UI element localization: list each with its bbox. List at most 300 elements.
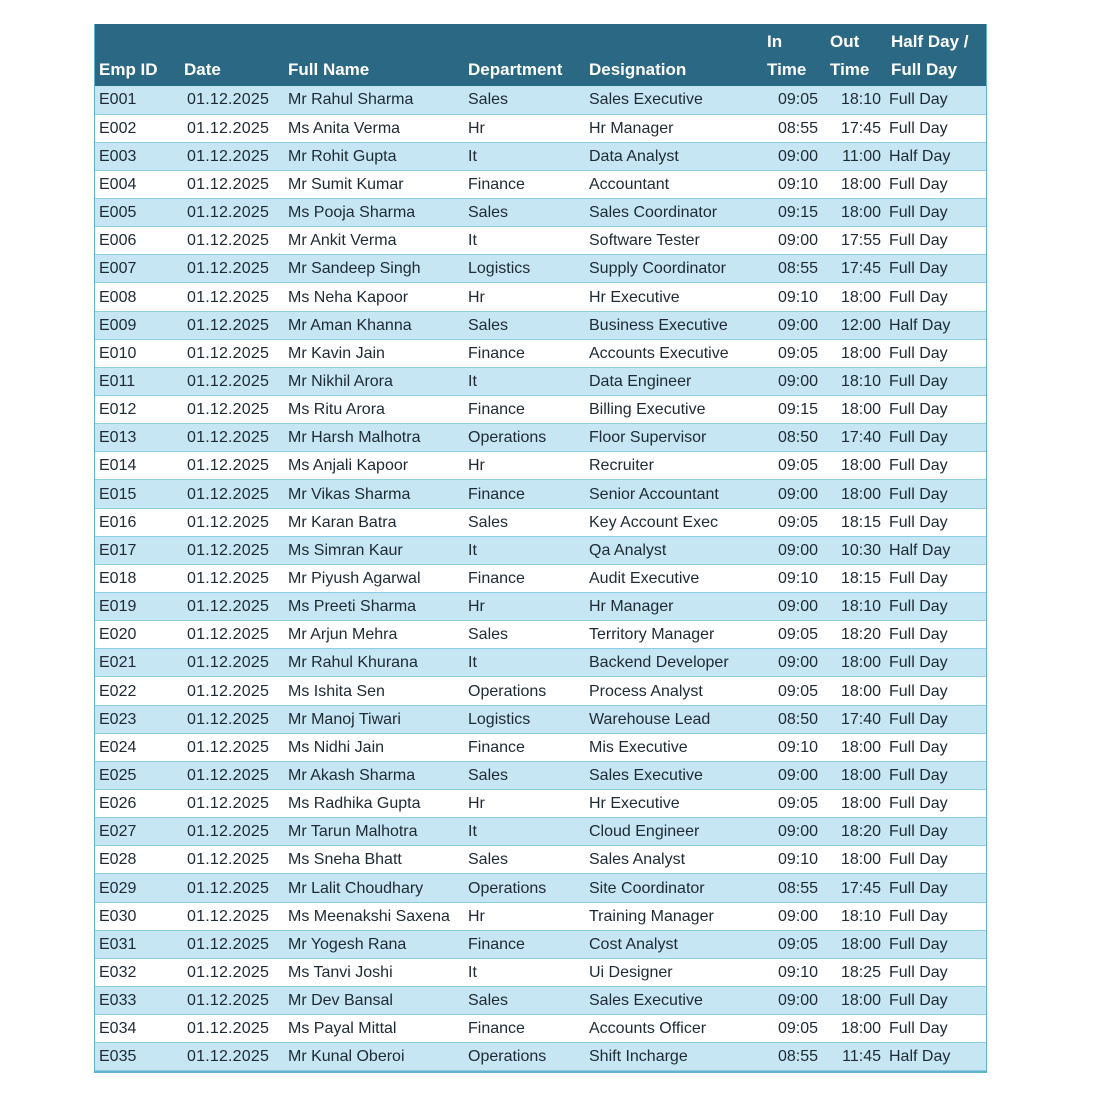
- cell-half-full-day[interactable]: Full Day: [887, 424, 986, 452]
- cell-half-full-day[interactable]: Full Day: [887, 396, 986, 424]
- cell-designation[interactable]: Sales Executive: [585, 86, 761, 114]
- cell-designation[interactable]: Training Manager: [585, 902, 761, 930]
- cell-out-time[interactable]: 11:00: [824, 142, 887, 170]
- cell-in-time[interactable]: 09:00: [761, 593, 824, 621]
- cell-in-time[interactable]: 09:05: [761, 930, 824, 958]
- cell-in-time[interactable]: 09:05: [761, 339, 824, 367]
- cell-full-name[interactable]: Ms Nidhi Jain: [284, 733, 464, 761]
- header-full-name[interactable]: Full Name: [288, 60, 370, 79]
- cell-department[interactable]: Sales: [464, 846, 585, 874]
- cell-department[interactable]: Finance: [464, 339, 585, 367]
- cell-out-time[interactable]: 18:00: [824, 677, 887, 705]
- cell-in-time[interactable]: 09:10: [761, 733, 824, 761]
- cell-date[interactable]: 01.12.2025: [180, 621, 284, 649]
- cell-emp-id[interactable]: E008: [95, 283, 180, 311]
- cell-full-name[interactable]: Mr Piyush Agarwal: [284, 564, 464, 592]
- cell-out-time[interactable]: 18:15: [824, 564, 887, 592]
- cell-half-full-day[interactable]: Full Day: [887, 564, 986, 592]
- cell-out-time[interactable]: 18:20: [824, 818, 887, 846]
- cell-full-name[interactable]: Mr Karan Batra: [284, 508, 464, 536]
- cell-in-time[interactable]: 09:00: [761, 761, 824, 789]
- cell-in-time[interactable]: 09:00: [761, 818, 824, 846]
- cell-out-time[interactable]: 18:25: [824, 958, 887, 986]
- cell-emp-id[interactable]: E026: [95, 790, 180, 818]
- cell-department[interactable]: Logistics: [464, 255, 585, 283]
- cell-emp-id[interactable]: E012: [95, 396, 180, 424]
- cell-half-full-day[interactable]: Full Day: [887, 818, 986, 846]
- cell-designation[interactable]: Qa Analyst: [585, 536, 761, 564]
- cell-in-time[interactable]: 09:10: [761, 958, 824, 986]
- cell-department[interactable]: Sales: [464, 86, 585, 114]
- cell-half-full-day[interactable]: Full Day: [887, 761, 986, 789]
- cell-in-time[interactable]: 09:00: [761, 987, 824, 1015]
- cell-department[interactable]: Sales: [464, 199, 585, 227]
- cell-in-time[interactable]: 08:50: [761, 424, 824, 452]
- cell-full-name[interactable]: Mr Sumit Kumar: [284, 170, 464, 198]
- cell-designation[interactable]: Accounts Executive: [585, 339, 761, 367]
- cell-out-time[interactable]: 18:00: [824, 790, 887, 818]
- cell-in-time[interactable]: 09:00: [761, 311, 824, 339]
- cell-emp-id[interactable]: E014: [95, 452, 180, 480]
- cell-date[interactable]: 01.12.2025: [180, 227, 284, 255]
- cell-designation[interactable]: Cloud Engineer: [585, 818, 761, 846]
- cell-in-time[interactable]: 09:00: [761, 902, 824, 930]
- cell-department[interactable]: Sales: [464, 987, 585, 1015]
- cell-out-time[interactable]: 17:55: [824, 227, 887, 255]
- cell-designation[interactable]: Process Analyst: [585, 677, 761, 705]
- cell-designation[interactable]: Accounts Officer: [585, 1015, 761, 1043]
- cell-date[interactable]: 01.12.2025: [180, 536, 284, 564]
- cell-full-name[interactable]: Mr Aman Khanna: [284, 311, 464, 339]
- cell-in-time[interactable]: 09:05: [761, 677, 824, 705]
- cell-emp-id[interactable]: E028: [95, 846, 180, 874]
- cell-out-time[interactable]: 18:00: [824, 199, 887, 227]
- cell-out-time[interactable]: 18:10: [824, 593, 887, 621]
- cell-date[interactable]: 01.12.2025: [180, 818, 284, 846]
- cell-emp-id[interactable]: E023: [95, 705, 180, 733]
- cell-designation[interactable]: Sales Coordinator: [585, 199, 761, 227]
- cell-full-name[interactable]: Mr Ankit Verma: [284, 227, 464, 255]
- cell-half-full-day[interactable]: Full Day: [887, 649, 986, 677]
- cell-half-full-day[interactable]: Full Day: [887, 227, 986, 255]
- cell-out-time[interactable]: 18:00: [824, 283, 887, 311]
- cell-out-time[interactable]: 18:00: [824, 733, 887, 761]
- cell-in-time[interactable]: 09:15: [761, 396, 824, 424]
- cell-date[interactable]: 01.12.2025: [180, 930, 284, 958]
- cell-full-name[interactable]: Mr Akash Sharma: [284, 761, 464, 789]
- cell-date[interactable]: 01.12.2025: [180, 1015, 284, 1043]
- cell-designation[interactable]: Accountant: [585, 170, 761, 198]
- cell-date[interactable]: 01.12.2025: [180, 508, 284, 536]
- cell-date[interactable]: 01.12.2025: [180, 987, 284, 1015]
- cell-half-full-day[interactable]: Full Day: [887, 930, 986, 958]
- cell-in-time[interactable]: 09:05: [761, 452, 824, 480]
- cell-half-full-day[interactable]: Full Day: [887, 339, 986, 367]
- cell-emp-id[interactable]: E005: [95, 199, 180, 227]
- cell-emp-id[interactable]: E029: [95, 874, 180, 902]
- cell-in-time[interactable]: 08:55: [761, 1043, 824, 1071]
- cell-half-full-day[interactable]: Full Day: [887, 846, 986, 874]
- cell-date[interactable]: 01.12.2025: [180, 367, 284, 395]
- cell-full-name[interactable]: Mr Rahul Sharma: [284, 86, 464, 114]
- cell-date[interactable]: 01.12.2025: [180, 114, 284, 142]
- cell-half-full-day[interactable]: Full Day: [887, 255, 986, 283]
- cell-designation[interactable]: Data Analyst: [585, 142, 761, 170]
- cell-half-full-day[interactable]: Full Day: [887, 170, 986, 198]
- cell-in-time[interactable]: 09:05: [761, 508, 824, 536]
- table-row: [95, 367, 986, 395]
- cell-out-time[interactable]: 18:10: [824, 902, 887, 930]
- cell-in-time[interactable]: 09:05: [761, 790, 824, 818]
- cell-emp-id[interactable]: E016: [95, 508, 180, 536]
- attendance-table: [95, 24, 986, 1071]
- cell-full-name[interactable]: Mr Kavin Jain: [284, 339, 464, 367]
- cell-half-full-day[interactable]: Full Day: [887, 452, 986, 480]
- cell-half-full-day[interactable]: Full Day: [887, 790, 986, 818]
- cell-out-time[interactable]: 18:00: [824, 846, 887, 874]
- cell-date[interactable]: 01.12.2025: [180, 339, 284, 367]
- cell-full-name[interactable]: Ms Ritu Arora: [284, 396, 464, 424]
- cell-date[interactable]: 01.12.2025: [180, 705, 284, 733]
- header-half-full-day[interactable]: Half Day / Full Day: [891, 32, 969, 79]
- cell-designation[interactable]: Recruiter: [585, 452, 761, 480]
- cell-designation[interactable]: Audit Executive: [585, 564, 761, 592]
- cell-half-full-day[interactable]: Full Day: [887, 1015, 986, 1043]
- header-designation[interactable]: Designation: [589, 60, 687, 79]
- cell-department[interactable]: Finance: [464, 564, 585, 592]
- cell-half-full-day[interactable]: Full Day: [887, 987, 986, 1015]
- cell-half-full-day[interactable]: Full Day: [887, 733, 986, 761]
- cell-date[interactable]: 01.12.2025: [180, 396, 284, 424]
- cell-full-name[interactable]: Mr Kunal Oberoi: [284, 1043, 464, 1071]
- cell-full-name[interactable]: Ms Sneha Bhatt: [284, 846, 464, 874]
- cell-department[interactable]: Finance: [464, 930, 585, 958]
- cell-department[interactable]: Hr: [464, 790, 585, 818]
- cell-emp-id[interactable]: E010: [95, 339, 180, 367]
- cell-half-full-day[interactable]: Full Day: [887, 283, 986, 311]
- cell-emp-id[interactable]: E024: [95, 733, 180, 761]
- cell-in-time[interactable]: 09:10: [761, 283, 824, 311]
- cell-designation[interactable]: Sales Executive: [585, 987, 761, 1015]
- cell-emp-id[interactable]: E021: [95, 649, 180, 677]
- cell-in-time[interactable]: 09:00: [761, 536, 824, 564]
- cell-designation[interactable]: Shift Incharge: [585, 1043, 761, 1071]
- cell-designation[interactable]: Senior Accountant: [585, 480, 761, 508]
- cell-half-full-day[interactable]: Half Day: [887, 536, 986, 564]
- cell-date[interactable]: 01.12.2025: [180, 874, 284, 902]
- cell-out-time[interactable]: 17:40: [824, 705, 887, 733]
- cell-designation[interactable]: Hr Executive: [585, 283, 761, 311]
- cell-designation[interactable]: Warehouse Lead: [585, 705, 761, 733]
- cell-department[interactable]: Finance: [464, 1015, 585, 1043]
- header-out-time[interactable]: Out Time: [830, 32, 870, 79]
- cell-department[interactable]: Sales: [464, 311, 585, 339]
- cell-full-name[interactable]: Mr Manoj Tiwari: [284, 705, 464, 733]
- cell-emp-id[interactable]: E006: [95, 227, 180, 255]
- cell-emp-id[interactable]: E030: [95, 902, 180, 930]
- cell-half-full-day[interactable]: Full Day: [887, 367, 986, 395]
- cell-designation[interactable]: Data Engineer: [585, 367, 761, 395]
- header-in-time[interactable]: In Time: [767, 32, 807, 79]
- cell-out-time[interactable]: 18:00: [824, 649, 887, 677]
- cell-department[interactable]: It: [464, 142, 585, 170]
- cell-out-time[interactable]: 18:00: [824, 339, 887, 367]
- cell-out-time[interactable]: 18:00: [824, 761, 887, 789]
- cell-department[interactable]: It: [464, 649, 585, 677]
- cell-emp-id[interactable]: E031: [95, 930, 180, 958]
- cell-emp-id[interactable]: E015: [95, 480, 180, 508]
- cell-department[interactable]: Finance: [464, 170, 585, 198]
- cell-half-full-day[interactable]: Full Day: [887, 593, 986, 621]
- cell-emp-id[interactable]: E033: [95, 987, 180, 1015]
- cell-department[interactable]: It: [464, 818, 585, 846]
- table-row: [95, 902, 986, 930]
- cell-half-full-day[interactable]: Full Day: [887, 902, 986, 930]
- cell-department[interactable]: Sales: [464, 761, 585, 789]
- cell-full-name[interactable]: Ms Simran Kaur: [284, 536, 464, 564]
- cell-out-time[interactable]: 12:00: [824, 311, 887, 339]
- cell-out-time[interactable]: 18:00: [824, 1015, 887, 1043]
- cell-full-name[interactable]: Ms Meenakshi Saxena: [284, 902, 464, 930]
- cell-department[interactable]: Finance: [464, 480, 585, 508]
- cell-half-full-day[interactable]: Full Day: [887, 508, 986, 536]
- cell-department[interactable]: It: [464, 227, 585, 255]
- cell-in-time[interactable]: 09:10: [761, 564, 824, 592]
- cell-date[interactable]: 01.12.2025: [180, 649, 284, 677]
- cell-in-time[interactable]: 09:00: [761, 142, 824, 170]
- table-row: [95, 1015, 986, 1043]
- cell-full-name[interactable]: Mr Nikhil Arora: [284, 367, 464, 395]
- cell-date[interactable]: 01.12.2025: [180, 761, 284, 789]
- cell-in-time[interactable]: 08:55: [761, 255, 824, 283]
- cell-designation[interactable]: Supply Coordinator: [585, 255, 761, 283]
- table-row: [95, 396, 986, 424]
- cell-date[interactable]: 01.12.2025: [180, 311, 284, 339]
- cell-in-time[interactable]: 09:05: [761, 621, 824, 649]
- cell-designation[interactable]: Cost Analyst: [585, 930, 761, 958]
- cell-emp-id[interactable]: E025: [95, 761, 180, 789]
- table-row: [95, 846, 986, 874]
- cell-department[interactable]: Finance: [464, 733, 585, 761]
- cell-out-time[interactable]: 18:10: [824, 86, 887, 114]
- cell-full-name[interactable]: Mr Arjun Mehra: [284, 621, 464, 649]
- cell-full-name[interactable]: Ms Tanvi Joshi: [284, 958, 464, 986]
- cell-half-full-day[interactable]: Full Day: [887, 86, 986, 114]
- cell-department[interactable]: Hr: [464, 283, 585, 311]
- header-date[interactable]: Date: [184, 60, 221, 79]
- cell-designation[interactable]: Territory Manager: [585, 621, 761, 649]
- cell-date[interactable]: 01.12.2025: [180, 170, 284, 198]
- cell-date[interactable]: 01.12.2025: [180, 790, 284, 818]
- cell-department[interactable]: Hr: [464, 452, 585, 480]
- header-department[interactable]: Department: [468, 60, 563, 79]
- header-emp-id[interactable]: Emp ID: [99, 60, 158, 79]
- cell-half-full-day[interactable]: Full Day: [887, 958, 986, 986]
- cell-out-time[interactable]: 17:45: [824, 874, 887, 902]
- cell-out-time[interactable]: 10:30: [824, 536, 887, 564]
- table-row: [95, 705, 986, 733]
- cell-emp-id[interactable]: E003: [95, 142, 180, 170]
- cell-department[interactable]: Operations: [464, 424, 585, 452]
- cell-department[interactable]: It: [464, 367, 585, 395]
- cell-full-name[interactable]: Ms Payal Mittal: [284, 1015, 464, 1043]
- cell-emp-id[interactable]: E009: [95, 311, 180, 339]
- cell-out-time[interactable]: 18:10: [824, 367, 887, 395]
- cell-full-name[interactable]: Mr Tarun Malhotra: [284, 818, 464, 846]
- cell-full-name[interactable]: Ms Pooja Sharma: [284, 199, 464, 227]
- cell-department[interactable]: Operations: [464, 677, 585, 705]
- cell-half-full-day[interactable]: Full Day: [887, 621, 986, 649]
- cell-emp-id[interactable]: E017: [95, 536, 180, 564]
- cell-date[interactable]: 01.12.2025: [180, 846, 284, 874]
- cell-half-full-day[interactable]: Full Day: [887, 705, 986, 733]
- cell-emp-id[interactable]: E002: [95, 114, 180, 142]
- cell-department[interactable]: It: [464, 958, 585, 986]
- cell-emp-id[interactable]: E001: [95, 86, 180, 114]
- cell-out-time[interactable]: 18:00: [824, 987, 887, 1015]
- cell-in-time[interactable]: 09:10: [761, 170, 824, 198]
- cell-department[interactable]: It: [464, 536, 585, 564]
- cell-full-name[interactable]: Ms Preeti Sharma: [284, 593, 464, 621]
- cell-full-name[interactable]: Ms Neha Kapoor: [284, 283, 464, 311]
- cell-in-time[interactable]: 09:00: [761, 367, 824, 395]
- cell-full-name[interactable]: Mr Yogesh Rana: [284, 930, 464, 958]
- cell-emp-id[interactable]: E007: [95, 255, 180, 283]
- cell-emp-id[interactable]: E027: [95, 818, 180, 846]
- cell-date[interactable]: 01.12.2025: [180, 593, 284, 621]
- cell-date[interactable]: 01.12.2025: [180, 199, 284, 227]
- cell-full-name[interactable]: Ms Anjali Kapoor: [284, 452, 464, 480]
- cell-date[interactable]: 01.12.2025: [180, 452, 284, 480]
- cell-out-time[interactable]: 18:00: [824, 930, 887, 958]
- cell-date[interactable]: 01.12.2025: [180, 564, 284, 592]
- cell-in-time[interactable]: 09:05: [761, 1015, 824, 1043]
- cell-full-name[interactable]: Ms Radhika Gupta: [284, 790, 464, 818]
- cell-in-time[interactable]: 08:55: [761, 114, 824, 142]
- cell-designation[interactable]: Hr Manager: [585, 593, 761, 621]
- cell-designation[interactable]: Sales Analyst: [585, 846, 761, 874]
- cell-department[interactable]: Hr: [464, 114, 585, 142]
- cell-full-name[interactable]: Mr Lalit Choudhary: [284, 874, 464, 902]
- cell-out-time[interactable]: 17:45: [824, 114, 887, 142]
- cell-out-time[interactable]: 11:45: [824, 1043, 887, 1071]
- table-row: [95, 452, 986, 480]
- cell-designation[interactable]: Hr Manager: [585, 114, 761, 142]
- cell-in-time[interactable]: 09:00: [761, 227, 824, 255]
- cell-department[interactable]: Logistics: [464, 705, 585, 733]
- cell-designation[interactable]: Hr Executive: [585, 790, 761, 818]
- cell-half-full-day[interactable]: Half Day: [887, 142, 986, 170]
- cell-date[interactable]: 01.12.2025: [180, 677, 284, 705]
- cell-emp-id[interactable]: E018: [95, 564, 180, 592]
- cell-date[interactable]: 01.12.2025: [180, 424, 284, 452]
- cell-in-time[interactable]: 08:55: [761, 874, 824, 902]
- cell-date[interactable]: 01.12.2025: [180, 958, 284, 986]
- cell-department[interactable]: Hr: [464, 902, 585, 930]
- cell-designation[interactable]: Software Tester: [585, 227, 761, 255]
- table-row: [95, 874, 986, 902]
- cell-full-name[interactable]: Mr Rohit Gupta: [284, 142, 464, 170]
- header-row: [95, 24, 986, 86]
- cell-designation[interactable]: Business Executive: [585, 311, 761, 339]
- cell-in-time[interactable]: 09:15: [761, 199, 824, 227]
- cell-half-full-day[interactable]: Full Day: [887, 874, 986, 902]
- table-row: [95, 283, 986, 311]
- cell-half-full-day[interactable]: Full Day: [887, 677, 986, 705]
- cell-half-full-day[interactable]: Full Day: [887, 480, 986, 508]
- cell-out-time[interactable]: 18:15: [824, 508, 887, 536]
- cell-out-time[interactable]: 18:00: [824, 396, 887, 424]
- cell-emp-id[interactable]: E019: [95, 593, 180, 621]
- cell-out-time[interactable]: 18:00: [824, 480, 887, 508]
- cell-in-time[interactable]: 09:10: [761, 846, 824, 874]
- cell-half-full-day[interactable]: Full Day: [887, 114, 986, 142]
- cell-in-time[interactable]: 09:05: [761, 86, 824, 114]
- cell-out-time[interactable]: 17:45: [824, 255, 887, 283]
- cell-emp-id[interactable]: E035: [95, 1043, 180, 1071]
- cell-designation[interactable]: Site Coordinator: [585, 874, 761, 902]
- cell-date[interactable]: 01.12.2025: [180, 142, 284, 170]
- cell-date[interactable]: 01.12.2025: [180, 902, 284, 930]
- cell-in-time[interactable]: 09:00: [761, 649, 824, 677]
- cell-half-full-day[interactable]: Half Day: [887, 1043, 986, 1071]
- cell-half-full-day[interactable]: Full Day: [887, 199, 986, 227]
- cell-department[interactable]: Operations: [464, 1043, 585, 1071]
- cell-emp-id[interactable]: E004: [95, 170, 180, 198]
- cell-full-name[interactable]: Ms Anita Verma: [284, 114, 464, 142]
- cell-emp-id[interactable]: E034: [95, 1015, 180, 1043]
- cell-in-time[interactable]: 09:00: [761, 480, 824, 508]
- cell-designation[interactable]: Backend Developer: [585, 649, 761, 677]
- cell-in-time[interactable]: 08:50: [761, 705, 824, 733]
- cell-full-name[interactable]: Mr Sandeep Singh: [284, 255, 464, 283]
- cell-emp-id[interactable]: E020: [95, 621, 180, 649]
- cell-date[interactable]: 01.12.2025: [180, 255, 284, 283]
- cell-emp-id[interactable]: E013: [95, 424, 180, 452]
- cell-designation[interactable]: Floor Supervisor: [585, 424, 761, 452]
- cell-date[interactable]: 01.12.2025: [180, 1043, 284, 1071]
- cell-designation[interactable]: Ui Designer: [585, 958, 761, 986]
- cell-emp-id[interactable]: E022: [95, 677, 180, 705]
- cell-date[interactable]: 01.12.2025: [180, 480, 284, 508]
- cell-full-name[interactable]: Mr Dev Bansal: [284, 987, 464, 1015]
- cell-full-name[interactable]: Ms Ishita Sen: [284, 677, 464, 705]
- cell-department[interactable]: Sales: [464, 508, 585, 536]
- cell-department[interactable]: Sales: [464, 621, 585, 649]
- cell-designation[interactable]: Billing Executive: [585, 396, 761, 424]
- cell-half-full-day[interactable]: Half Day: [887, 311, 986, 339]
- cell-full-name[interactable]: Mr Rahul Khurana: [284, 649, 464, 677]
- cell-department[interactable]: Hr: [464, 593, 585, 621]
- cell-out-time[interactable]: 18:00: [824, 170, 887, 198]
- cell-department[interactable]: Operations: [464, 874, 585, 902]
- cell-out-time[interactable]: 18:20: [824, 621, 887, 649]
- cell-emp-id[interactable]: E032: [95, 958, 180, 986]
- cell-date[interactable]: 01.12.2025: [180, 86, 284, 114]
- cell-designation[interactable]: Sales Executive: [585, 761, 761, 789]
- cell-designation[interactable]: Key Account Exec: [585, 508, 761, 536]
- cell-full-name[interactable]: Mr Vikas Sharma: [284, 480, 464, 508]
- cell-out-time[interactable]: 17:40: [824, 424, 887, 452]
- cell-out-time[interactable]: 18:00: [824, 452, 887, 480]
- cell-full-name[interactable]: Mr Harsh Malhotra: [284, 424, 464, 452]
- cell-department[interactable]: Finance: [464, 396, 585, 424]
- cell-emp-id[interactable]: E011: [95, 367, 180, 395]
- cell-date[interactable]: 01.12.2025: [180, 733, 284, 761]
- cell-date[interactable]: 01.12.2025: [180, 283, 284, 311]
- cell-designation[interactable]: Mis Executive: [585, 733, 761, 761]
- table-row: [95, 621, 986, 649]
